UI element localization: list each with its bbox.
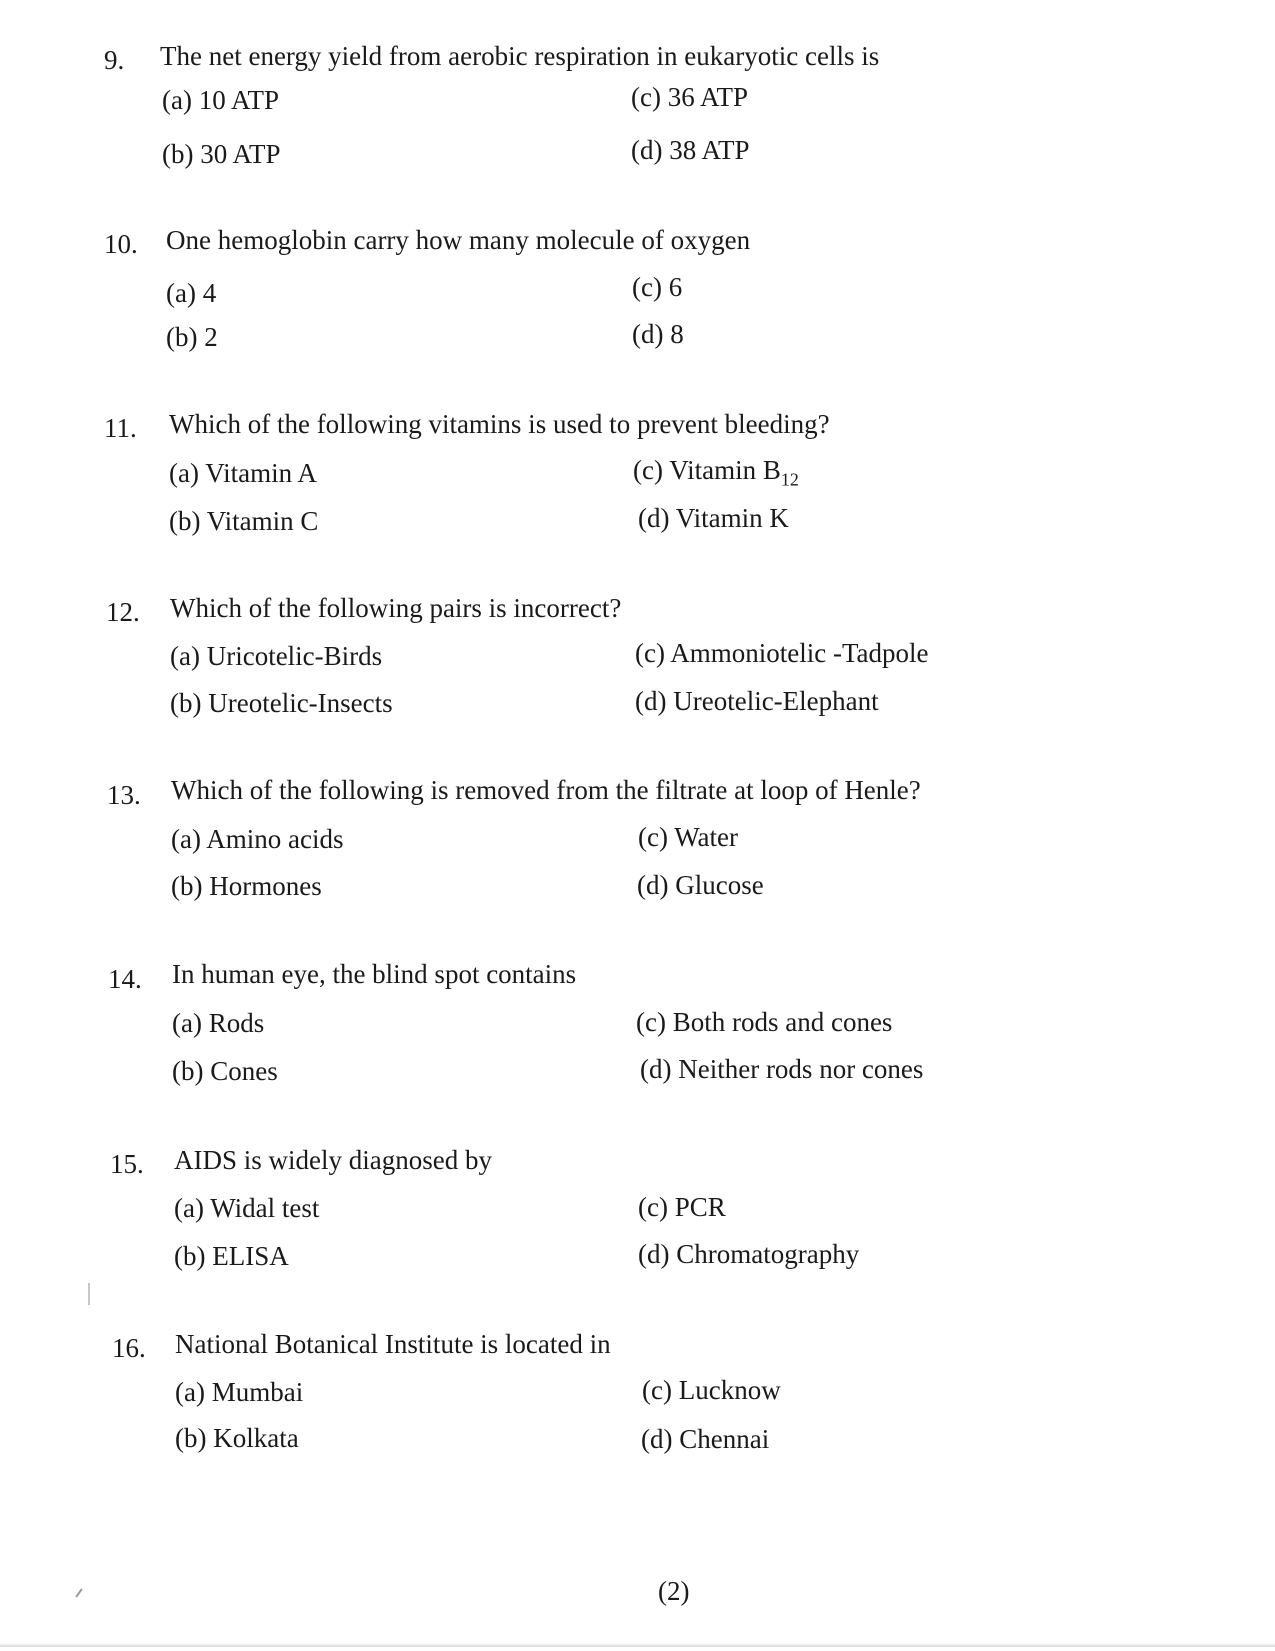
question-15	[0, 1144, 1275, 1334]
question-text: Which of the following vitamins is used to prevent bleeding?	[169, 409, 830, 439]
option-c: (c) PCR	[638, 1192, 726, 1222]
question-text: National Botanical Institute is located in	[175, 1329, 611, 1359]
option-b: (b) Vitamin C	[169, 506, 319, 536]
question-number: 15.	[110, 1149, 144, 1179]
question-9	[0, 40, 1275, 230]
question-number: 12.	[106, 597, 140, 627]
option-d: (d) Vitamin K	[638, 503, 789, 533]
option-b: (b) ELISA	[174, 1241, 289, 1271]
option-d: (d) Neither rods nor cones	[640, 1054, 924, 1084]
option-d: (d) 38 ATP	[631, 135, 750, 165]
question-16	[0, 1328, 1275, 1518]
question-text: One hemoglobin carry how many molecule of oxygen	[166, 225, 751, 255]
option-c-text: (c) Vitamin B	[633, 455, 781, 485]
page-number: (2)	[658, 1576, 690, 1606]
question-number: 9.	[104, 45, 125, 75]
option-a: (a) Rods	[172, 1008, 265, 1038]
question-text: In human eye, the blind spot contains	[172, 959, 577, 989]
option-c: (c) Water	[638, 822, 739, 852]
page-bottom-edge	[0, 1643, 1275, 1647]
question-number: 14.	[108, 964, 142, 994]
option-a: (a) Uricotelic-Birds	[170, 641, 383, 671]
question-11	[0, 408, 1275, 598]
option-b: (b) 2	[166, 322, 218, 352]
option-c: (c) Ammoniotelic -Tadpole	[635, 638, 929, 668]
option-b: (b) Ureotelic-Insects	[170, 688, 393, 718]
question-text: Which of the following is removed from the filtrate at loop of Henle?	[171, 775, 921, 805]
option-d: (d) Chennai	[641, 1424, 770, 1454]
option-a: (a) 4	[166, 278, 217, 308]
option-d: (d) Glucose	[637, 870, 764, 900]
option-c: (c) 6	[632, 272, 683, 302]
option-d: (d) Ureotelic-Elephant	[635, 686, 879, 716]
option-b: (b) Kolkata	[175, 1423, 299, 1453]
option-b: (b) Cones	[172, 1056, 278, 1086]
question-10	[0, 224, 1275, 414]
option-b: (b) 30 ATP	[162, 139, 281, 169]
option-c: (c) 36 ATP	[631, 82, 748, 112]
option-a: (a) Amino acids	[171, 824, 344, 854]
scan-speck	[88, 1283, 90, 1305]
option-d: (d) 8	[632, 319, 684, 349]
question-text: The net energy yield from aerobic respiration in eukaryotic cells is	[160, 41, 880, 71]
question-number: 13.	[107, 780, 141, 810]
question-text: AIDS is widely diagnosed by	[174, 1145, 492, 1175]
question-14	[0, 960, 1275, 1150]
option-c: (c) Both rods and cones	[636, 1007, 893, 1037]
question-number: 10.	[104, 229, 138, 259]
option-c: (c) Lucknow	[642, 1375, 781, 1405]
question-number: 16.	[112, 1333, 146, 1363]
question-number: 11.	[104, 413, 137, 443]
option-a: (a) Widal test	[174, 1193, 320, 1223]
question-text: Which of the following pairs is incorrect?	[170, 593, 622, 623]
option-a: (a) 10 ATP	[162, 85, 279, 115]
option-c	[633, 454, 799, 495]
question-13	[0, 776, 1275, 966]
option-c-subscript: 12	[780, 469, 799, 490]
option-a: (a) Vitamin A	[169, 458, 317, 488]
option-b: (b) Hormones	[171, 871, 322, 901]
scan-speck	[75, 1588, 82, 1597]
option-a: (a) Mumbai	[175, 1377, 304, 1407]
option-d: (d) Chromatography	[638, 1239, 860, 1269]
question-12	[0, 592, 1275, 782]
